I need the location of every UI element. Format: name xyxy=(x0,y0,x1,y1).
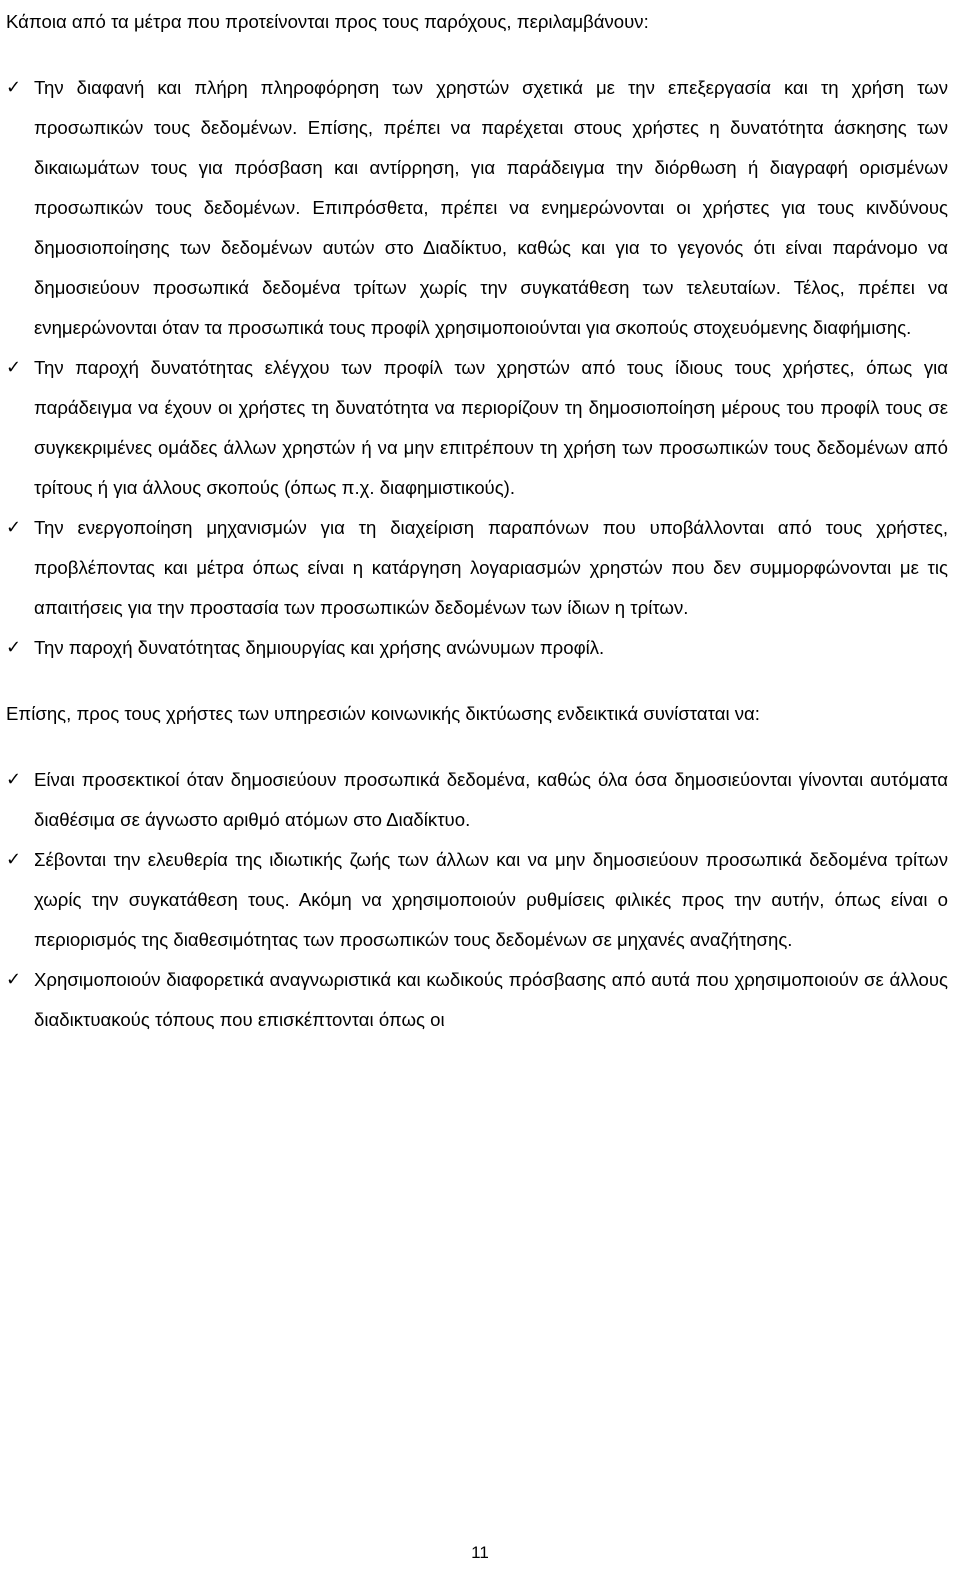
list-item-text: Σέβονται την ελευθερία της ιδιωτικής ζωής των άλλων και να μην δημοσιεύουν προσωπικά δεδομένα τρίτων χωρίς την συγκατάθεση τους. Ακόμη να χρησιμοποιούν ρυθμίσεις φιλικές προς την αυτήν, όπως είναι ο περιορισμός της διαθεσιμότητας των προσωπικών τους δεδομένων σε μηχανές αναζήτησης. xyxy=(34,849,948,950)
checkmark-icon: ✓ xyxy=(6,769,22,790)
list-item-text: Την παροχή δυνατότητας ελέγχου των προφίλ των χρηστών από τους ίδιους τους χρήστες, όπως για παράδειγμα να έχουν οι χρήστες τη δυνατότητα να περιορίζουν τη δημοσιοποίηση μέρους του προφίλ τους σε συγκεκριμένες ομάδες άλλων χρηστών ή να μην επιτρέπουν τη χρήση των προσωπικών τους δεδομένων από τρίτους ή για άλλους σκοπούς (όπως π.χ. διαφημιστικούς). xyxy=(34,357,948,498)
list-item xyxy=(6,760,948,840)
checkmark-icon: ✓ xyxy=(6,849,22,870)
checkmark-icon: ✓ xyxy=(6,969,22,990)
list-item xyxy=(6,960,948,1040)
checkmark-icon: ✓ xyxy=(6,77,22,98)
users-intro-paragraph: Επίσης, προς τους χρήστες των υπηρεσιών κοινωνικής δικτύωσης ενδεικτικά συνίσταται να: xyxy=(6,703,760,724)
list-item-text: Είναι προσεκτικοί όταν δημοσιεύουν προσωπικά δεδομένα, καθώς όλα όσα δημοσιεύονται γίνονται αυτόματα διαθέσιμα σε άγνωστο αριθμό ατόμων στο Διαδίκτυο. xyxy=(34,769,948,830)
user-recommendations-list xyxy=(6,760,948,1040)
checkmark-icon: ✓ xyxy=(6,517,22,538)
page-number: 11 xyxy=(471,1543,489,1562)
list-item xyxy=(6,840,948,960)
checkmark-icon: ✓ xyxy=(6,357,22,378)
list-item xyxy=(6,68,948,348)
provider-measures-list xyxy=(6,68,948,668)
list-item xyxy=(6,348,948,508)
list-item xyxy=(6,628,948,668)
document-page xyxy=(6,0,948,1040)
checkmark-icon: ✓ xyxy=(6,637,22,658)
list-item-text: Χρησιμοποιούν διαφορετικά αναγνωριστικά και κωδικούς πρόσβασης από αυτά που χρησιμοποιούν σε άλλους διαδικτυακούς τόπους που επισκέπτονται όπως οι xyxy=(34,969,948,1030)
list-item xyxy=(6,508,948,628)
intro-text: Κάποια από τα μέτρα που προτείνονται προς τους παρόχους, περιλαμβάνουν: xyxy=(6,11,649,32)
list-item-text: Την διαφανή και πλήρη πληροφόρηση των χρηστών σχετικά με την επεξεργασία και τη χρήση των προσωπικών τους δεδομένων. Επίσης, πρέπει να παρέχεται στους χρήστες η δυνατότητα άσκησης των δικαιωμάτων τους για πρόσβαση και αντίρρηση, για παράδειγμα την διόρθωση ή διαγραφή ορισμένων προσωπικών τους δεδομένων. Επιπρόσθετα, πρέπει να ενημερώνονται οι χρήστες για τους κινδύνους δημοσιοποίησης των δεδομένων αυτών στο Διαδίκτυο, καθώς και για το γεγονός ότι είναι παράνομο να δημοσιεύουν προσωπικά δεδομένα τρίτων χωρίς την συγκατάθεση των τελευταίων. Τέλος, πρέπει να ενημερώνονται όταν τα προσωπικά τους προφίλ χρησιμοποιούνται για σκοπούς στοχευόμενης διαφήμισης. xyxy=(34,77,948,338)
list-item-text: Την ενεργοποίηση μηχανισμών για τη διαχείριση παραπόνων που υποβάλλονται από τους χρήστες, προβλέποντας και μέτρα όπως είναι η κατάργηση λογαριασμών χρηστών που δεν συμμορφώνονται με τις απαιτήσεις για την προστασία των προσωπικών δεδομένων των ίδιων η τρίτων. xyxy=(34,517,948,618)
list-item-text: Την παροχή δυνατότητας δημιουργίας και χρήσης ανώνυμων προφίλ. xyxy=(34,637,605,658)
